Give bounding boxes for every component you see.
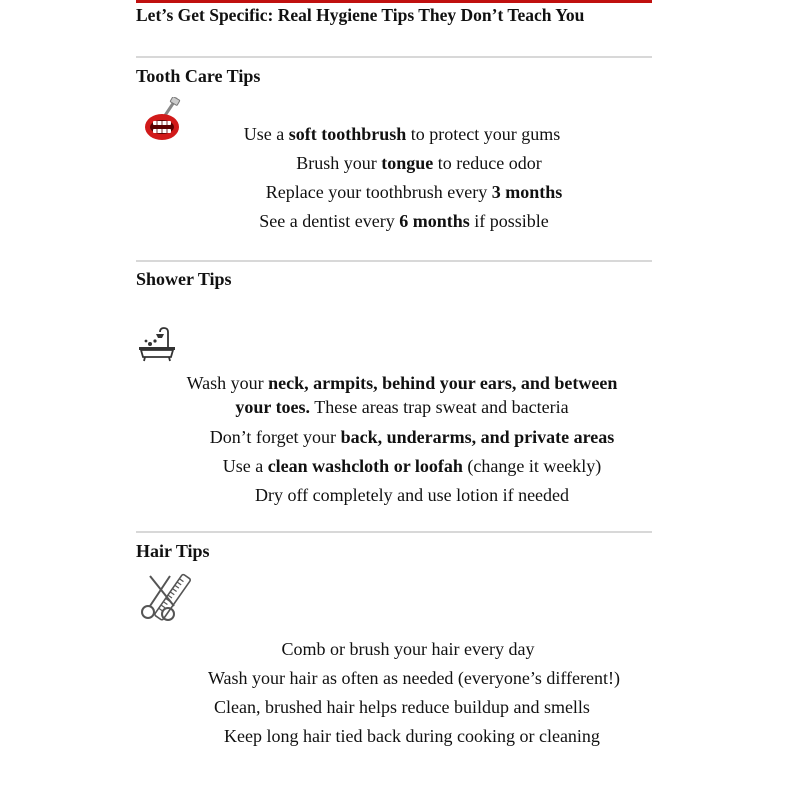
tip-text: Wash your (186, 373, 269, 393)
tip-item (136, 207, 652, 236)
section-heading-shower: Shower Tips (136, 269, 232, 289)
tip-item (136, 664, 652, 693)
tip-text: Wash your hair as often as needed (everyone’s different!) (207, 668, 621, 688)
tip-text: Replace your toothbrush every (265, 182, 492, 202)
tip-text: Use a (243, 124, 289, 144)
tip-text: Clean, brushed hair helps reduce buildup and smells (214, 697, 590, 717)
tip-item (136, 635, 652, 664)
section-heading-tooth-care: Tooth Care Tips (136, 66, 261, 86)
scissors-comb-icon (140, 570, 196, 631)
tip-text: to reduce odor (433, 153, 542, 173)
tip-emphasis: 3 months (491, 182, 563, 202)
tip-text: Dry off completely and use lotion if needed (254, 485, 570, 505)
tip-text: if possible (469, 211, 549, 231)
tip-item (136, 120, 652, 149)
tip-text: Don’t forget your (209, 427, 341, 447)
tip-emphasis: 6 months (399, 211, 470, 231)
tip-item (136, 178, 652, 207)
section-heading-hair: Hair Tips (136, 541, 210, 561)
tip-emphasis: tongue (381, 153, 434, 173)
tip-emphasis: soft toothbrush (288, 124, 407, 144)
tip-emphasis: back, underarms, and private areas (340, 427, 615, 447)
tip-item (136, 452, 652, 481)
tip-emphasis: clean washcloth or loofah (267, 456, 463, 476)
tip-text: (change it weekly) (462, 456, 602, 476)
section-divider (136, 531, 652, 533)
title-accent-bar (136, 0, 652, 3)
page-title: Let’s Get Specific: Real Hygiene Tips They Don’t Teach You (136, 5, 585, 25)
tip-item (136, 693, 652, 722)
shower-tips-list (136, 371, 652, 510)
section-divider (136, 56, 652, 58)
tip-emphasis: neck, armpits, behind your ears, and between your toes. (235, 373, 618, 417)
tip-item (136, 149, 652, 178)
tip-item (136, 371, 652, 423)
tip-text: See a dentist every (259, 211, 400, 231)
hair-tips-list (136, 635, 652, 751)
tooth-care-tips-list (136, 120, 652, 236)
tip-item (136, 423, 652, 452)
tip-item (136, 722, 652, 751)
tip-item (136, 481, 652, 510)
tip-text: These areas trap sweat and bacteria (310, 397, 569, 417)
tip-text: Brush your (296, 153, 382, 173)
section-divider (136, 260, 652, 262)
bathtub-icon (138, 326, 178, 367)
tip-text: to protect your gums (406, 124, 561, 144)
tip-text: Use a (222, 456, 268, 476)
tip-text: Keep long hair tied back during cooking or cleaning (224, 726, 600, 746)
tip-text: Comb or brush your hair every day (281, 639, 535, 659)
